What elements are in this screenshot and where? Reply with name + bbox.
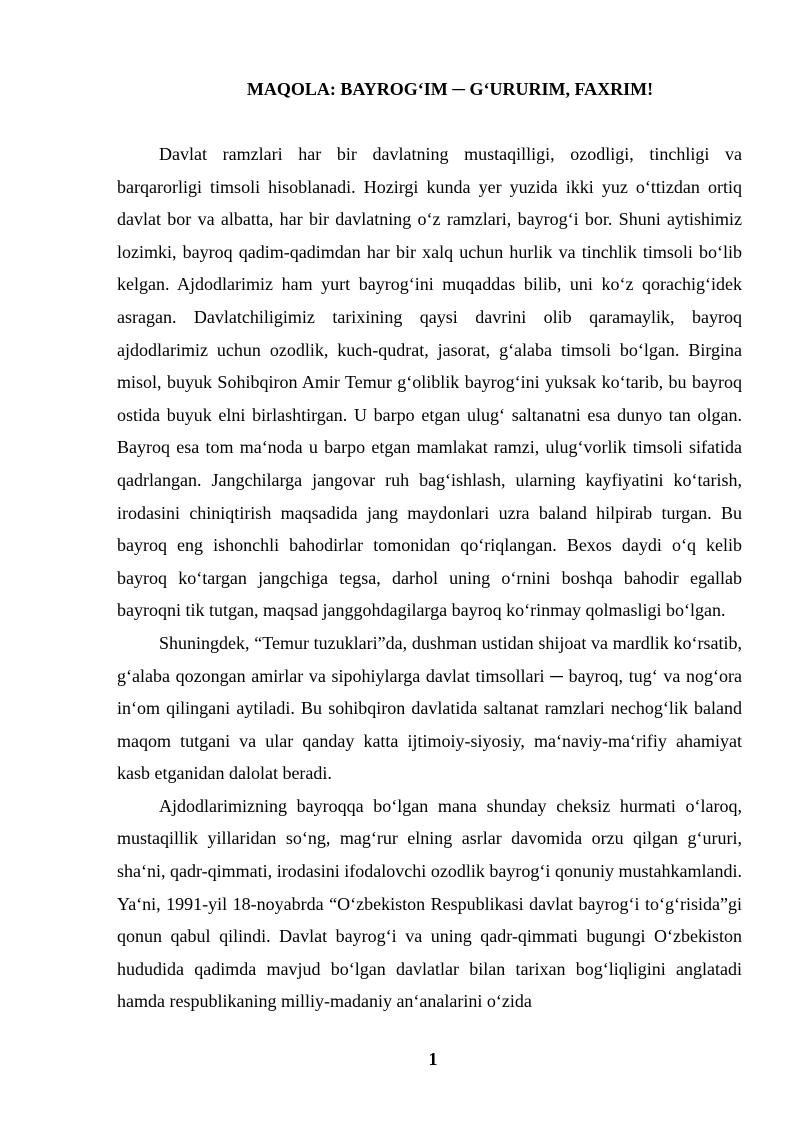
- page-title: MAQOLA: BAYROG‘IM ─ G‘URURIM, FAXRIM!: [246, 79, 654, 99]
- article-body: [117, 138, 742, 1018]
- page-number: 1: [428, 1049, 438, 1069]
- paragraph-2: Shuningdek, “Temur tuzuklari”da, dushman ustidan shijoat va mardlik ko‘rsatib, g‘alaba qozongan amirlar va sipohiylarga davlat timsollari ─ bayroq, tug‘ va nog‘ora in‘om qilingani aytiladi. Bu sohibqiron davlatida saltanat ramzlari nechog‘lik baland maqom tutgani va ular qanday katta ijtimoiy-siyosiy, ma‘naviy-ma‘rifiy ahamiyat kasb etganidan dalolat beradi.: [117, 632, 742, 784]
- paragraph-1: Davlat ramzlari har bir davlatning mustaqilligi, ozodligi, tinchligi va barqarorligi timsoli hisoblanadi. Hozirgi kunda yer yuzida ikki yuz o‘ttizdan ortiq davlat bor va albatta, har bir davlatning o‘z ramzlari, bayrog‘i bor. Shuni aytishimiz lozimki, bayroq qadim-qadimdan har bir xalq uchun hurlik va tinchlik timsoli bo‘lib kelgan. Ajdodlarimiz ham yurt bayrog‘ini muqaddas bilib, uni ko‘z qorachig‘idek asragan. Davlatchiligimiz tarixining qaysi davrini olib qaramaylik, bayroq ajdodlarimiz uchun ozodlik, kuch-qudrat, jasorat, g‘alaba timsoli bo‘lgan. Birgina misol, buyuk Sohibqiron Amir Temur g‘oliblik bayrog‘ini yuksak ko‘tarib, bu bayroq ostida buyuk elni birlashtirgan. U barpo etgan ulug‘ saltanatni esa dunyo tan olgan. Bayroq esa tom ma‘noda u barpo etgan mamlakat ramzi, ulug‘vorlik timsoli sifatida qadrlangan. Jangchilarga jangovar ruh bag‘ishlash, ularning kayfiyatini ko‘tarish, irodasini chiniqtirish maqsadida jang maydonlari uzra baland hilpirab turgan. Bu bayroq eng ishonchli bahodirlar tomonidan qo‘riqlangan. Bexos daydi o‘q kelib bayroq ko‘targan jangchiga tegsa, darhol uning o‘rnini boshqa bahodir egallab bayroqni tik tutgan, maqsad janggohdagilarga bayroq ko‘rinmay qolmasligi bo‘lgan.: [117, 144, 742, 621]
- paragraph-3: Ajdodlarimizning bayroqqa bo‘lgan mana shunday cheksiz hurmati o‘laroq, mustaqillik yillaridan so‘ng, mag‘rur elning asrlar davomida orzu qilgan g‘ururi, sha‘ni, qadr-qimmati, irodasini ifodalovchi ozodlik bayrog‘i qonuniy mustahkamlandi. Ya‘ni, 1991-yil 18-noyabrda “O‘zbekiston Respublikasi davlat bayrog‘i to‘g‘risida”gi qonun qabul qilindi. Davlat bayrog‘i va uning qadr-qimmati bugungi O‘zbekiston hududida qadimda mavjud bo‘lgan davlatlar bilan tarixan bog‘liqligini anglatadi hamda respublikaning milliy-madaniy an‘analarini o‘zida: [117, 795, 742, 1012]
